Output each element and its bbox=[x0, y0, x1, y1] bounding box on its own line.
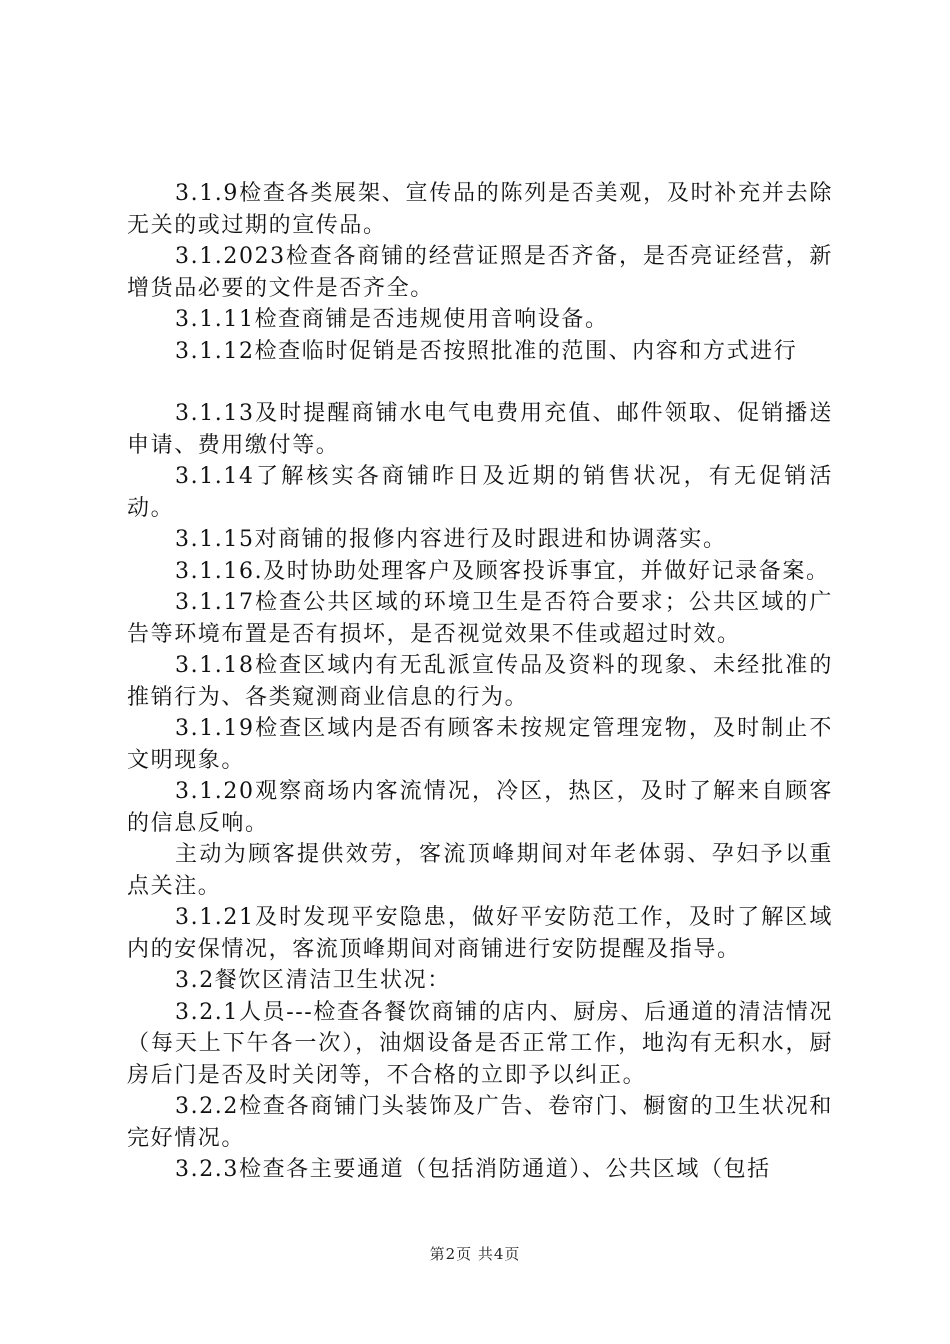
paragraph: 3.2.2检查各商铺门头装饰及广告、卷帘门、橱窗的卫生状况和完好情况。 bbox=[127, 1094, 833, 1151]
paragraph: 3.2.1人员---检查各餐饮商铺的店内、厨房、后通道的清洁情况（每天上下午各一次），油烟设备是否正常工作，地沟有无积水，厨房后门是否及时关闭等，不合格的立即予以纠正。 bbox=[127, 999, 833, 1088]
paragraph: 3.1.18检查区域内有无乱派宣传品及资料的现象、未经批准的推销行为、各类窥测商业信息的行为。 bbox=[127, 653, 833, 710]
paragraph: 3.1.16.及时协助处理客户及顾客投诉事宜，并做好记录备案。 bbox=[175, 558, 830, 584]
paragraph: 3.1.21及时发现平安隐患，做好平安防范工作，及时了解区域内的安保情况，客流顶峰期间对商铺进行安防提醒及指导。 bbox=[127, 905, 833, 962]
paragraph: 3.1.12检查临时促销是否按照批准的范围、内容和方式进行 bbox=[175, 338, 798, 364]
paragraph: 3.1.9检查各类展架、宣传品的陈列是否美观，及时补充并去除无关的或过期的宣传品。 bbox=[127, 181, 833, 238]
page-number-footer: 第2页 共4页 bbox=[429, 1245, 521, 1263]
paragraph: 3.2.3检查各主要通道（包括消防通道）、公共区域（包括 bbox=[175, 1157, 771, 1182]
paragraph: 3.1.20观察商场内客流情况，冷区，热区，及时了解来自顾客的信息反响。 bbox=[127, 779, 833, 836]
paragraph: 3.1.17检查公共区域的环境卫生是否符合要求；公共区域的广告等环境布置是否有损坏，是否视觉效果不佳或超过时效。 bbox=[127, 590, 833, 647]
paragraph: 3.1.11检查商铺是否违规使用音响设备。 bbox=[175, 307, 609, 332]
document-body bbox=[127, 178, 833, 1186]
paragraph: 3.1.14了解核实各商铺昨日及近期的销售状况，有无促销活动。 bbox=[127, 464, 833, 521]
paragraph: 3.1.15对商铺的报修内容进行及时跟进和协调落实。 bbox=[175, 527, 727, 552]
section-heading: 3.2餐饮区清洁卫生状况： bbox=[175, 968, 451, 993]
paragraph: 3.1.19检查区域内是否有顾客未按规定管理宠物，及时制止不文明现象。 bbox=[127, 716, 833, 773]
paragraph: 3.1.13及时提醒商铺水电气电费用充值、邮件领取、促销播送申请、费用缴付等。 bbox=[127, 401, 833, 458]
paragraph: 3.1.2023检查各商铺的经营证照是否齐备，是否亮证经营，新增货品必要的文件是否齐全。 bbox=[127, 244, 833, 301]
paragraph: 主动为顾客提供效劳，客流顶峰期间对年老体弱、孕妇予以重点关注。 bbox=[127, 842, 833, 899]
